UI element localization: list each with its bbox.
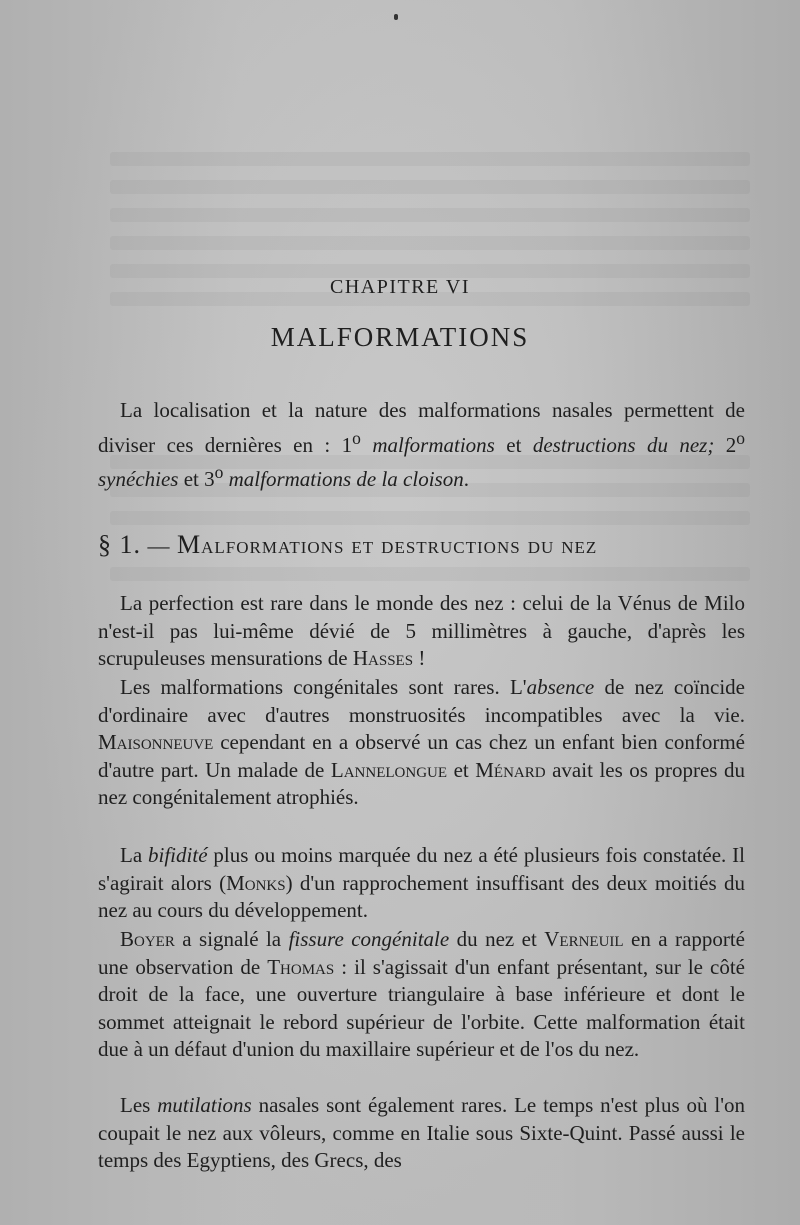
- intro-paragraph: La localisation et la nature des malformations nasales permettent de diviser ces dernières en : 1$^o$ malformations et destructions du nez; 2$^o$ synéchies et 3$^o$ malformations de la cloison.: [98, 398, 746, 491]
- ink-speck: [394, 14, 398, 20]
- paragraph-mutilations: Les mutilations nasales sont également rares. Le temps n'est plus où l'on coupait le nez aux vôleurs, comme en Italie sous Sixte-Quint. Passé aussi le temps des Egyptiens, des Grecs, des: [98, 1093, 745, 1172]
- paragraph-fissure: Boyer a signalé la fissure congénitale du nez et Verneuil en a rapporté une observation de Thomas : il s'agissait d'un enfant présentant, sur le côté droit de la face, une ouverture triangulaire à base inférieure et dont le sommet atteignait le rebord supérieur de l'orbite. Cette malformation était due à un défaut d'union du maxillaire supérieur et de l'os du nez.: [98, 927, 745, 1061]
- paragraph-perfection: La perfection est rare dans le monde des nez : celui de la Vénus de Milo n'est-il pas lui-même dévié de 5 millimètres à gauche, d'après les scrupuleuses mensurations de Hasses !: [98, 591, 745, 670]
- chapter-title: MALFORMATIONS: [270, 322, 530, 352]
- paragraph-bifidite: La bifidité plus ou moins marquée du nez a été plusieurs fois constatée. Il s'agirait alors (Monks) d'un rapprochement insuffisant des deux moitiés du nez au cours du développement.: [98, 843, 745, 922]
- paragraph-malformations: Les malformations congénitales sont rares. L'absence de nez coïncide d'ordinaire avec d'autres monstruosités incompatibles avec la vie. Maisonneuve cependant en a observé un cas chez un enfant bien conformé d'autre part. Un malade de Lannelongue et Ménard avait les os propres du nez congénitalement atrophiés.: [98, 675, 746, 809]
- chapter-number: CHAPITRE VI: [329, 276, 471, 298]
- section-heading: § 1. — Malformations et destructions du nez: [98, 530, 598, 559]
